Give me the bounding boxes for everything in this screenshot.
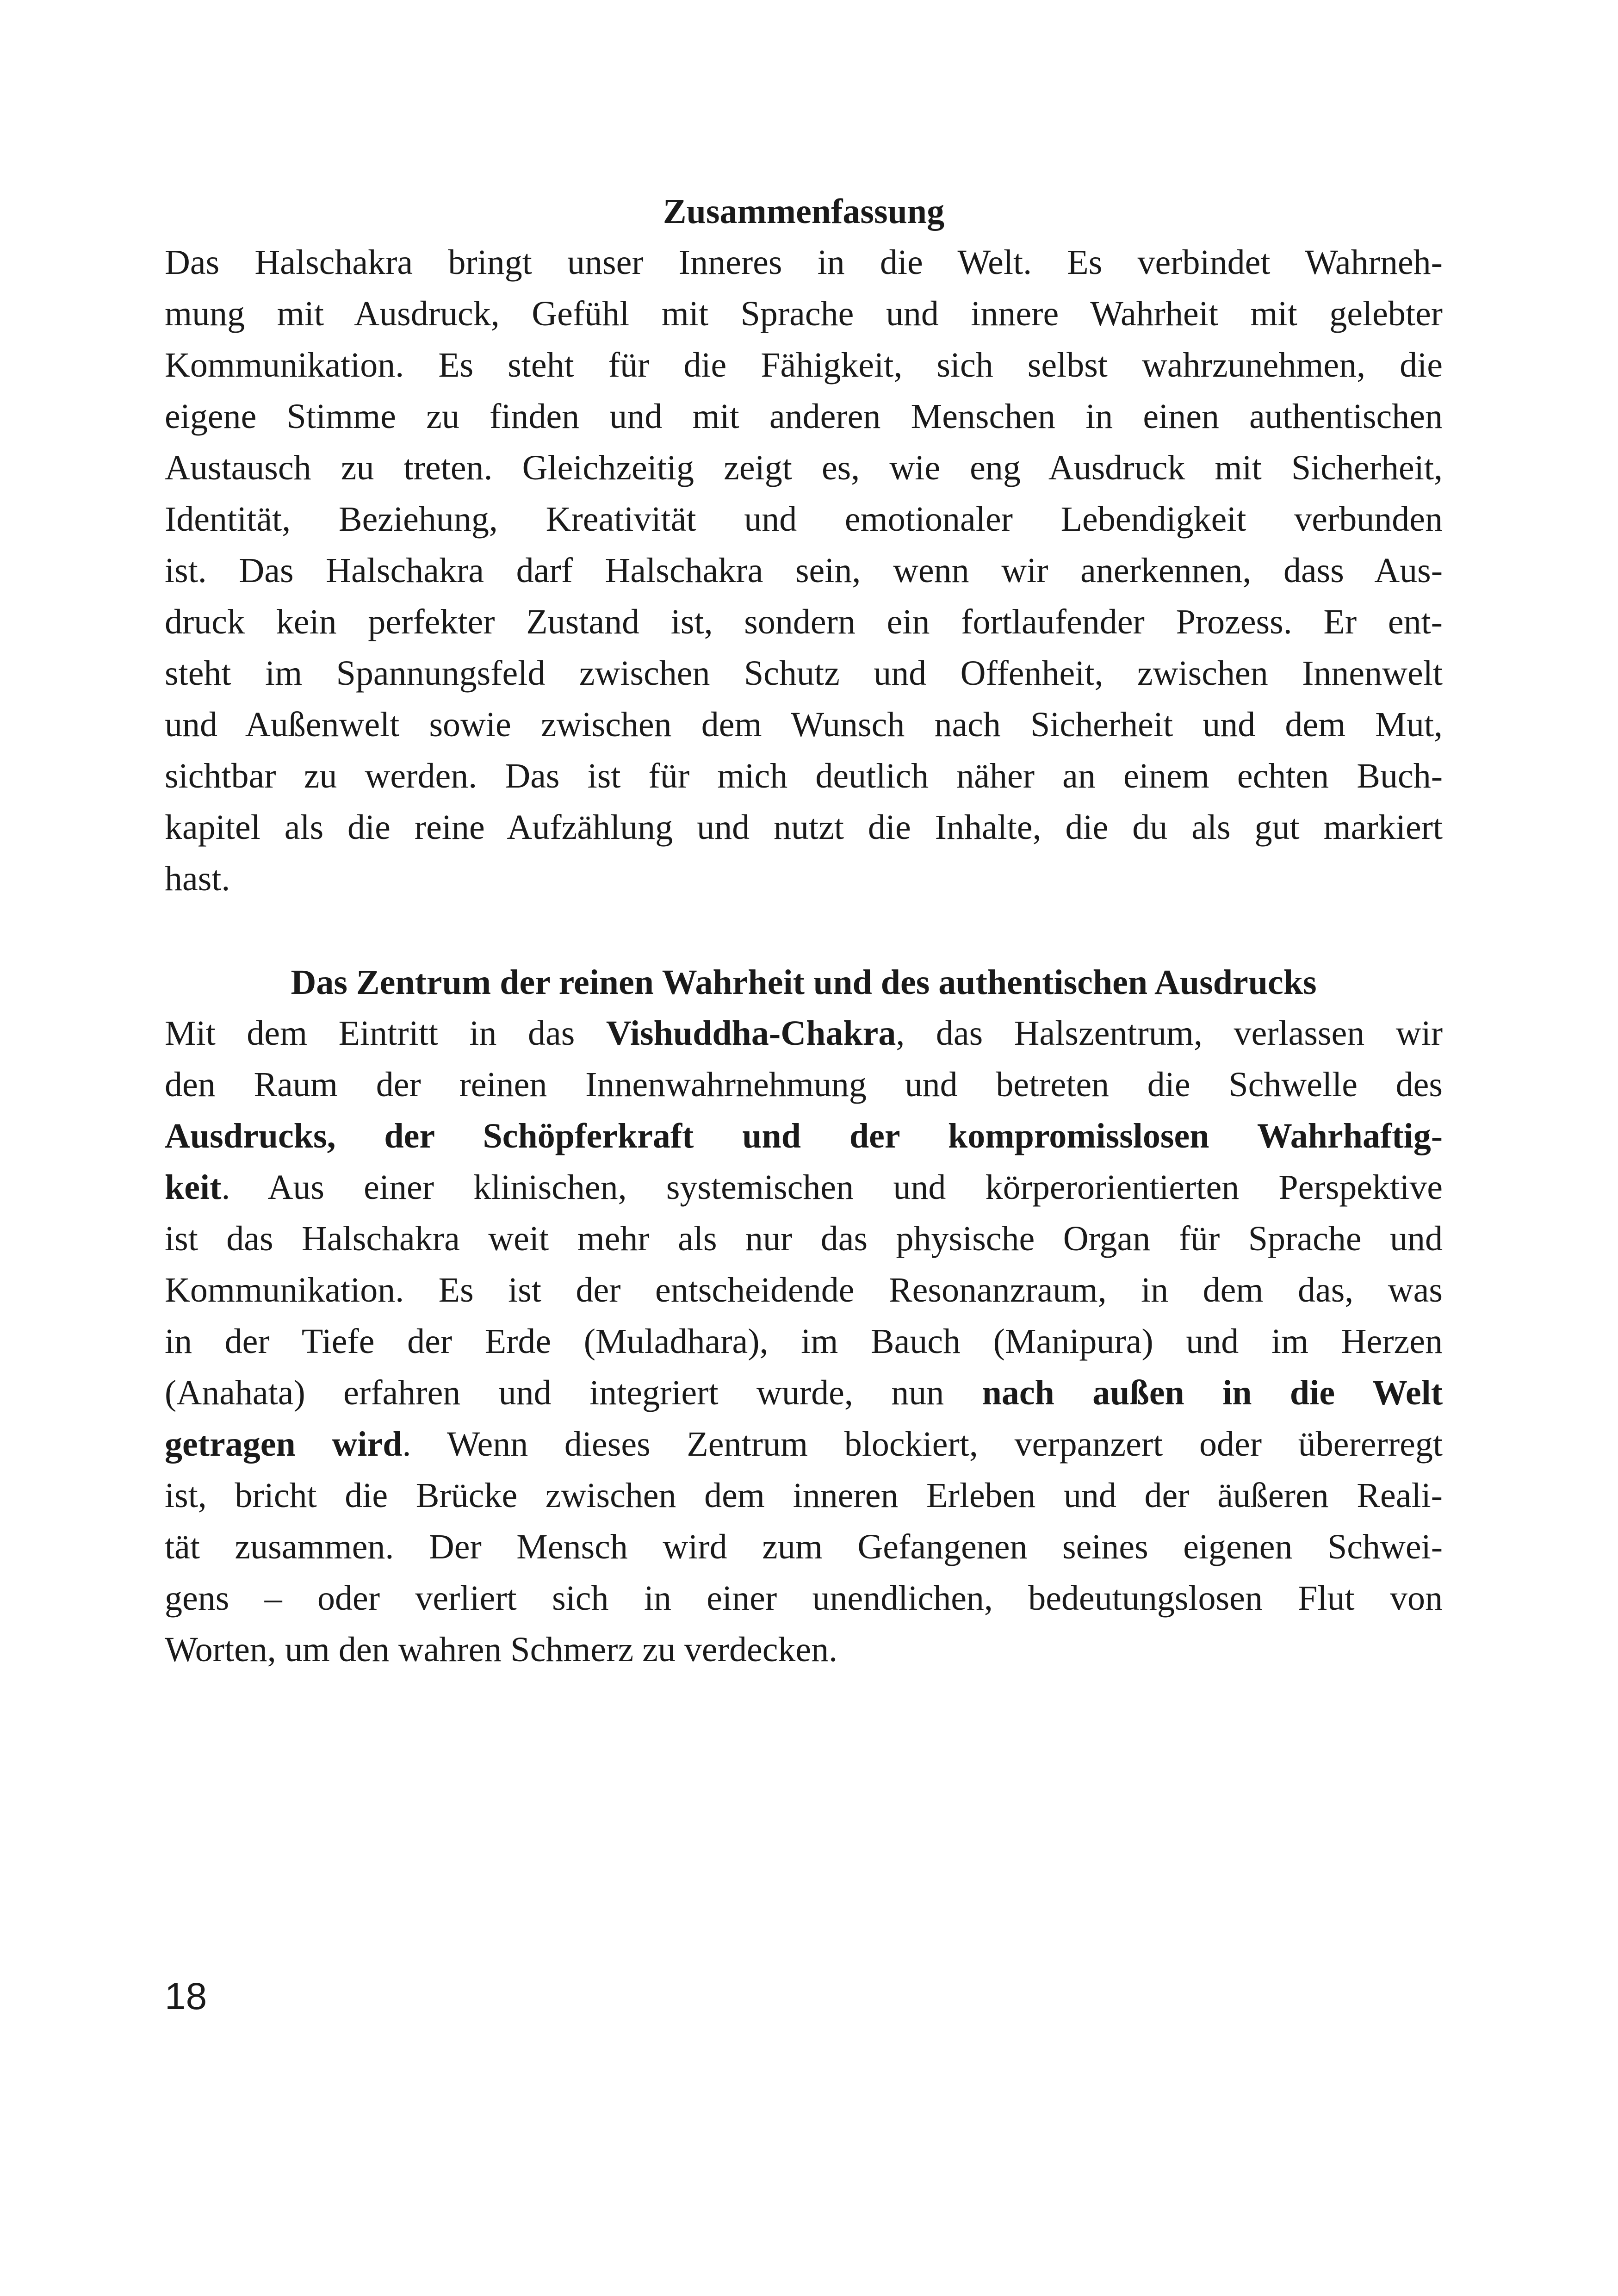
text-line xyxy=(165,1162,1443,1213)
text-line xyxy=(165,288,1443,340)
text-line xyxy=(165,699,1443,751)
text-line xyxy=(165,853,1443,905)
text-run: ist, bricht die Brücke zwischen dem inneren Erleben und der äußeren Reali- xyxy=(165,1476,1443,1515)
text-line xyxy=(165,442,1443,494)
text-run: steht im Spannungsfeld zwischen Schutz und Offenheit, zwischen Innenwelt xyxy=(165,654,1443,693)
text-line xyxy=(165,751,1443,802)
text-run: Kommunikation. Es ist der entscheidende Resonanzraum, in dem das, was xyxy=(165,1271,1443,1309)
section-heading-summary: Zusammenfassung xyxy=(663,192,945,231)
center-of-truth-paragraph xyxy=(165,1008,1443,1675)
text-run: ist. Das Halschakra darf Halschakra sein, wenn wir anerkennen, dass Aus- xyxy=(165,551,1443,590)
text-line xyxy=(165,1316,1443,1367)
text-line xyxy=(165,1573,1443,1624)
text-line xyxy=(165,1470,1443,1521)
page-number: 18 xyxy=(165,1975,207,2017)
text-line xyxy=(165,1419,1443,1470)
bold-text: nach außen in die Welt xyxy=(982,1373,1443,1412)
text-line xyxy=(165,1059,1443,1111)
text-run: sichtbar zu werden. Das ist für mich deutlich näher an einem echten Buch- xyxy=(165,757,1443,795)
text-run: tät zusammen. Der Mensch wird zum Gefangenen seines eigenen Schwei- xyxy=(165,1527,1443,1566)
text-line xyxy=(165,1213,1443,1265)
text-run: , das Halszentrum, verlassen wir xyxy=(896,1014,1443,1053)
text-run: Austausch zu treten. Gleichzeitig zeigt es, wie eng Ausdruck mit Sicherheit, xyxy=(165,448,1443,487)
bold-text: Ausdrucks, der Schöpferkraft und der kompromisslosen Wahrhaftig- xyxy=(165,1117,1443,1155)
text-run: eigene Stimme zu finden und mit anderen Menschen in einen authentischen xyxy=(165,397,1443,436)
text-line xyxy=(165,1265,1443,1316)
bold-text: Vishuddha-Chakra xyxy=(606,1014,896,1053)
text-run: mung mit Ausdruck, Gefühl mit Sprache und innere Wahrheit mit gelebter xyxy=(165,294,1443,333)
text-run: in der Tiefe der Erde (Muladhara), im Bauch (Manipura) und im Herzen xyxy=(165,1322,1443,1361)
text-run: ist das Halschakra weit mehr als nur das physische Organ für Sprache und xyxy=(165,1219,1443,1258)
bold-text: keit xyxy=(165,1168,222,1207)
summary-paragraph xyxy=(165,237,1443,905)
text-line xyxy=(165,596,1443,648)
text-run: gens – oder verliert sich in einer unendlichen, bedeutungslosen Flut von xyxy=(165,1579,1443,1618)
text-line xyxy=(165,391,1443,442)
text-run: (Anahata) erfahren und integriert wurde, nun xyxy=(165,1373,982,1412)
text-line xyxy=(165,1367,1443,1419)
section-heading-center-of-truth: Das Zentrum der reinen Wahrheit und des authentischen Ausdrucks xyxy=(291,963,1317,1002)
text-run: Das Halschakra bringt unser Inneres in die Welt. Es verbindet Wahrneh- xyxy=(165,243,1443,282)
text-line xyxy=(165,494,1443,545)
text-line xyxy=(165,648,1443,699)
text-line xyxy=(165,237,1443,288)
text-line xyxy=(165,1111,1443,1162)
text-run: . Wenn dieses Zentrum blockiert, verpanzert oder übererregt xyxy=(402,1425,1443,1464)
text-run: Mit dem Eintritt in das xyxy=(165,1014,606,1053)
text-run: . Aus einer klinischen, systemischen und körperorientierten Perspektive xyxy=(221,1168,1443,1207)
text-run: Kommunikation. Es steht für die Fähigkeit, sich selbst wahrzunehmen, die xyxy=(165,346,1443,385)
text-run: Worten, um den wahren Schmerz zu verdecken. xyxy=(165,1630,838,1669)
text-run: hast. xyxy=(165,859,230,898)
text-line xyxy=(165,1008,1443,1059)
text-run: druck kein perfekter Zustand ist, sondern ein fortlaufender Prozess. Er ent- xyxy=(165,602,1443,641)
text-run: kapitel als die reine Aufzählung und nutzt die Inhalte, die du als gut markiert xyxy=(165,808,1443,847)
text-run: und Außenwelt sowie zwischen dem Wunsch nach Sicherheit und dem Mut, xyxy=(165,705,1443,744)
text-line xyxy=(165,1521,1443,1573)
text-line xyxy=(165,802,1443,853)
text-run: Identität, Beziehung, Kreativität und emotionaler Lebendigkeit verbunden xyxy=(165,500,1443,539)
text-line xyxy=(165,1624,1443,1675)
text-line xyxy=(165,340,1443,391)
bold-text: getragen wird xyxy=(165,1425,403,1464)
text-run: den Raum der reinen Innenwahrnehmung und betreten die Schwelle des xyxy=(165,1065,1443,1104)
text-line xyxy=(165,545,1443,596)
